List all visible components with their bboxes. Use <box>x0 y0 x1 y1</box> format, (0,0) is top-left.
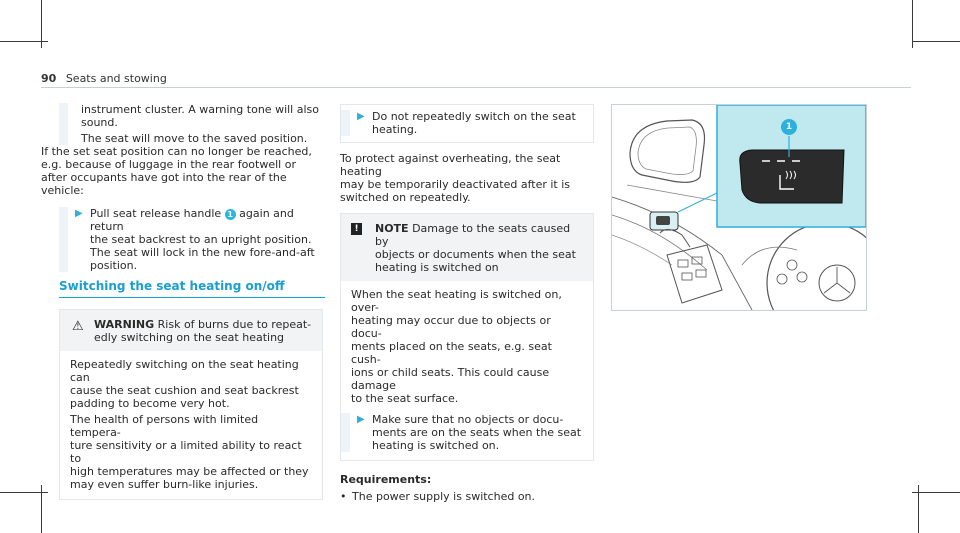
text-line: cause the seat cushion and seat backrest <box>70 384 299 397</box>
continued-step <box>59 103 329 145</box>
warning-head-text <box>70 318 312 344</box>
text-line: When the seat heating is switched on, over- <box>351 288 562 314</box>
text-line: heating is switched on. <box>372 439 500 452</box>
text-line: after occupants have got into the rear of the <box>41 171 287 184</box>
door-panel-illustration <box>612 105 866 310</box>
text-line: sound. <box>81 116 118 129</box>
column-2-text <box>340 104 594 503</box>
text-line <box>90 207 329 233</box>
step-block <box>341 413 583 452</box>
text-line: ments placed on the seats, e.g. seat cush- <box>351 340 552 366</box>
text-line: Repeatedly switching on the seat heating can <box>70 358 299 384</box>
note-head-text <box>351 222 583 274</box>
text-line: Damage to the seats caused by <box>375 222 571 248</box>
text-line: To protect against overheating, the seat heating <box>340 152 561 178</box>
text-line: e.g. because of luggage in the rear footwell or <box>41 158 296 171</box>
text-line: the seat backrest to an upright position. <box>90 233 312 246</box>
text-line: If the set seat position can no longer be reached, <box>41 145 312 158</box>
page-number: 90 <box>41 72 57 85</box>
warning-triangle-icon: ⚠ <box>72 319 84 334</box>
text-line: Do not repeatedly switch on the seat <box>372 110 576 123</box>
chapter-title: Seats and stowing <box>65 72 167 85</box>
text-line: The seat will move to the saved position. <box>81 132 308 145</box>
step-text: again and return <box>90 207 294 233</box>
text-line: instrument cluster. A warning tone will also <box>81 103 319 116</box>
warning-box <box>59 309 323 500</box>
page-header <box>41 72 167 85</box>
seat-heating-figure <box>611 104 867 311</box>
requirements-label: Requirements: <box>340 473 432 486</box>
notice-icon: ! <box>351 223 362 235</box>
warning-keyword: WARNING <box>94 318 155 331</box>
protect-paragraph <box>340 152 594 204</box>
text-line: padding to become very hot. <box>70 397 230 410</box>
text-line: position. <box>90 259 138 272</box>
callout-1-icon: 1 <box>225 209 236 220</box>
text-line: heating. <box>372 123 418 136</box>
step-block <box>59 207 329 272</box>
crop-mark <box>0 41 48 42</box>
arrow-icon: ▶ <box>75 208 83 219</box>
donot-box <box>340 104 594 143</box>
text-line: Risk of burns due to repeat- <box>157 318 312 331</box>
crop-mark <box>912 41 960 42</box>
text-line: may even suffer burn-like injuries. <box>70 478 259 491</box>
text-line: ture sensitivity or a limited ability to react to <box>70 439 302 465</box>
note-box <box>340 213 594 461</box>
text-line: objects or documents when the seat <box>375 248 576 261</box>
note-body <box>341 281 593 460</box>
text-line: heating may occur due to objects or docu- <box>351 314 551 340</box>
text-line: to the seat surface. <box>351 392 459 405</box>
figure-callout-1: 1 <box>785 122 793 132</box>
text-line: switched on repeatedly. <box>340 191 471 204</box>
note-head <box>341 214 593 281</box>
text-line: ions or child seats. This could cause damage <box>351 366 550 392</box>
text-line: vehicle: <box>41 184 84 197</box>
text-line: heating is switched on <box>375 261 499 274</box>
text-line: high temperatures may be affected or they <box>70 465 309 478</box>
text-line: Make sure that no objects or docu- <box>372 413 564 426</box>
column-1-text <box>41 103 329 272</box>
text-line: may be temporarily deactivated after it is <box>340 178 571 191</box>
arrow-icon: ▶ <box>357 414 365 425</box>
text-line: edly switching on the seat heating <box>94 331 285 344</box>
header-rule <box>41 87 911 88</box>
warning-body <box>60 351 322 499</box>
warning-head <box>60 310 322 351</box>
text-line: ments are on the seats when the seat <box>372 426 582 439</box>
note-keyword: NOTE <box>375 222 409 235</box>
step-text: Pull seat release handle <box>90 207 222 220</box>
crop-mark <box>0 492 48 493</box>
section-title: Switching the seat heating on/off <box>59 280 325 298</box>
arrow-icon: ▶ <box>357 111 365 122</box>
requirement-item: • The power supply is switched on. <box>340 490 594 503</box>
crop-mark <box>912 492 960 493</box>
text-line: The health of persons with limited tempera- <box>70 413 259 439</box>
step-block <box>341 110 585 136</box>
text-line: The seat will lock in the new fore-and-aft <box>90 246 315 259</box>
